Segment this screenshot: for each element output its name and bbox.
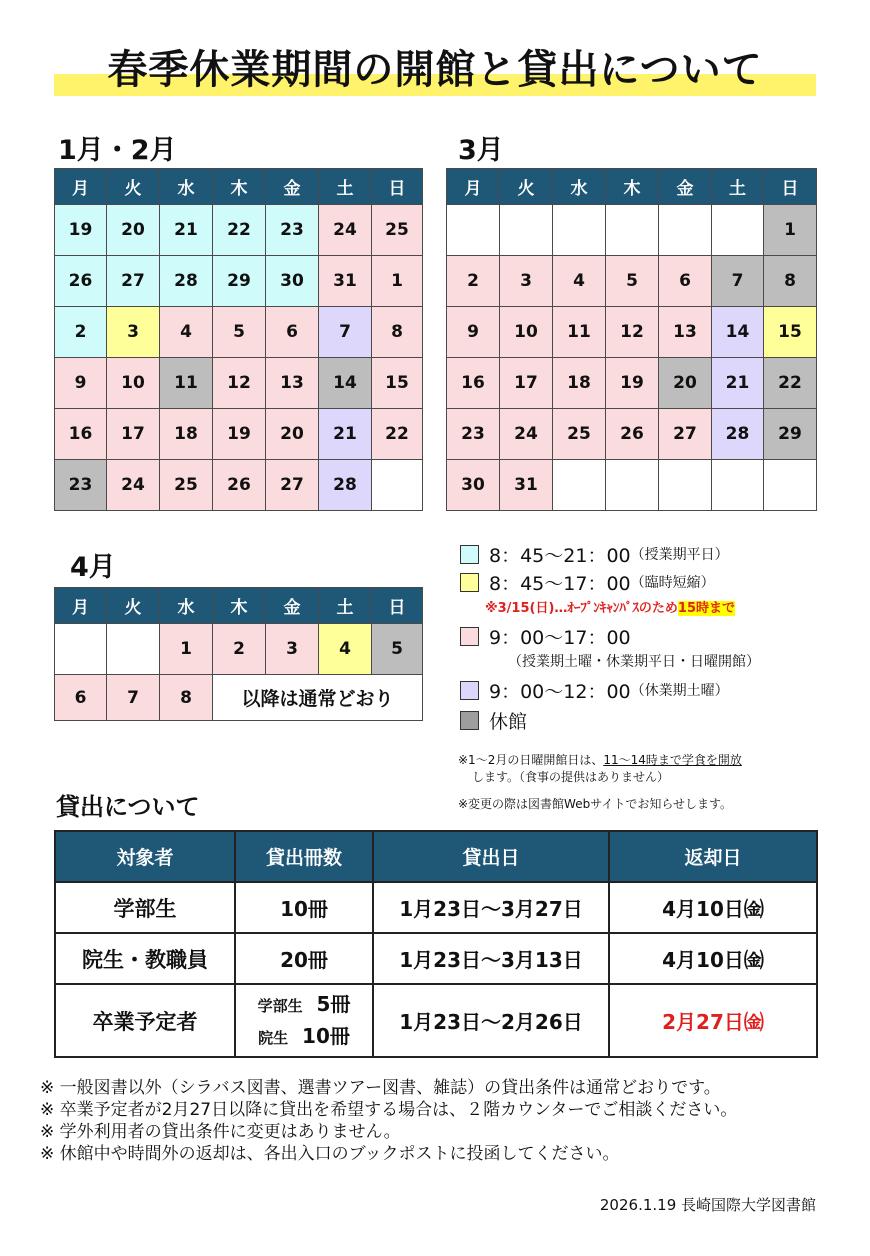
calendar-day: 30 [447, 460, 500, 511]
calendar-day: 17 [500, 358, 553, 409]
cell-period: 1月23日〜2月26日 [373, 984, 609, 1057]
table-row [55, 933, 817, 984]
weekday-header: 月 [55, 588, 107, 624]
notes [40, 1077, 737, 1165]
legend-special-note [485, 597, 860, 621]
calendar-day: 18 [553, 358, 606, 409]
weekday-header: 火 [107, 169, 160, 205]
table-row [55, 984, 817, 1057]
calendar-day: 22 [764, 358, 817, 409]
calendar-day: 12 [213, 358, 266, 409]
calendar-week-row [447, 409, 817, 460]
change-note: ※変更の際は図書館Webサイトでお知らせします。 [458, 797, 733, 811]
calendar-empty-cell [500, 205, 553, 256]
regular-hours-note: 以降は通常どおり [213, 675, 423, 721]
calendar-day: 13 [266, 358, 319, 409]
calendar-day: 18 [160, 409, 213, 460]
calendar-week-row [55, 675, 423, 721]
calendar-empty-cell [659, 205, 712, 256]
calendar-day: 26 [55, 256, 107, 307]
weekday-header: 土 [319, 588, 372, 624]
calendar-day: 3 [266, 624, 319, 675]
calendar-day: 31 [500, 460, 553, 511]
calendar-day: 5 [606, 256, 659, 307]
calendar-day: 27 [266, 460, 319, 511]
weekday-header: 日 [372, 169, 423, 205]
calendar-day: 8 [160, 675, 213, 721]
calendar-day: 3 [107, 307, 160, 358]
legend-row-blue [460, 541, 860, 567]
calendar-day: 1 [764, 205, 817, 256]
cell-return: 4月10日㈮ [609, 882, 817, 933]
weekday-header: 金 [266, 588, 319, 624]
header-count: 貸出冊数 [235, 831, 373, 882]
calendar-day: 22 [213, 205, 266, 256]
calendar-empty-cell [447, 205, 500, 256]
weekday-header: 水 [160, 169, 213, 205]
calendar-jan-feb [54, 168, 423, 511]
calendar-day: 12 [606, 307, 659, 358]
calendar-day: 20 [107, 205, 160, 256]
cell-count: 10冊 [235, 882, 373, 933]
calendar-week-row [447, 307, 817, 358]
calendar-label-april: 4月 [70, 552, 116, 583]
calendar-empty-cell [553, 460, 606, 511]
calendar-day: 21 [712, 358, 764, 409]
calendar-day: 6 [659, 256, 712, 307]
calendar-day: 16 [55, 409, 107, 460]
calendar-day: 25 [160, 460, 213, 511]
calendar-day: 14 [319, 358, 372, 409]
calendar-day: 17 [107, 409, 160, 460]
page-title: 春季休業期間の開館と貸出について [107, 47, 763, 93]
calendar-day: 5 [372, 624, 423, 675]
legend-row-purple [460, 675, 860, 705]
calendar-day: 10 [107, 358, 160, 409]
calendar-day: 2 [213, 624, 266, 675]
calendar-week-row [55, 205, 423, 256]
cell-count: 20冊 [235, 933, 373, 984]
count-undergrad: 5冊 [316, 991, 351, 1016]
weekday-header: 日 [764, 169, 817, 205]
legend-note: （臨時短縮） [630, 575, 715, 591]
legend-swatch-pink [460, 627, 479, 646]
calendar-day: 1 [372, 256, 423, 307]
calendar-empty-cell [606, 460, 659, 511]
legend-note: （休業期土曜） [630, 683, 729, 699]
legend-time: 8：45〜21：00 [489, 544, 631, 567]
cafeteria-note-a: ※1〜2月の日曜開館日は、 [458, 753, 604, 767]
calendar-day: 19 [606, 358, 659, 409]
note-item: ※ 学外利用者の貸出条件に変更はありません。 [40, 1122, 401, 1142]
calendar-empty-cell [712, 205, 764, 256]
calendar-day: 23 [55, 460, 107, 511]
calendar-day: 24 [319, 205, 372, 256]
calendar-day: 24 [500, 409, 553, 460]
count-label-undergrad: 学部生 [257, 996, 303, 1015]
footer-signature: 2026.1.19 長崎国際大学図書館 [599, 1196, 816, 1214]
calendar-day: 8 [764, 256, 817, 307]
cell-period: 1月23日〜3月27日 [373, 882, 609, 933]
cafeteria-note [458, 752, 742, 786]
calendar-day: 15 [764, 307, 817, 358]
calendar-day: 5 [213, 307, 266, 358]
weekday-header: 木 [606, 169, 659, 205]
calendar-day: 21 [160, 205, 213, 256]
calendar-week-row [55, 256, 423, 307]
calendar-empty-cell [606, 205, 659, 256]
legend-time: 9：00〜17：00 [489, 626, 631, 649]
loan-table-header [55, 831, 817, 882]
count-label-grad: 院生 [258, 1028, 289, 1047]
header-return: 返却日 [609, 831, 817, 882]
header-target: 対象者 [55, 831, 235, 882]
cell-count [235, 984, 373, 1057]
weekday-header: 水 [553, 169, 606, 205]
calendar-day: 19 [213, 409, 266, 460]
calendar-day: 9 [55, 358, 107, 409]
legend-closed-label: 休館 [489, 710, 528, 733]
calendar-day: 6 [55, 675, 107, 721]
calendar-march [446, 168, 817, 511]
calendar-day: 10 [500, 307, 553, 358]
calendar-day: 13 [659, 307, 712, 358]
calendar-empty-cell [659, 460, 712, 511]
count-grad: 10冊 [302, 1023, 350, 1048]
legend-row-yellow [460, 567, 860, 597]
legend-note: （授業期平日） [630, 547, 729, 563]
cell-target: 学部生 [55, 882, 235, 933]
calendar-empty-cell [107, 624, 160, 675]
calendar-day: 27 [107, 256, 160, 307]
legend-time: 9：00〜12：00 [489, 680, 631, 703]
calendar-day: 4 [553, 256, 606, 307]
weekday-header-row [55, 588, 423, 624]
legend-swatch-blue [460, 545, 479, 564]
calendar-day: 23 [447, 409, 500, 460]
weekday-header: 火 [107, 588, 160, 624]
calendar-day: 7 [107, 675, 160, 721]
weekday-header: 日 [372, 588, 423, 624]
calendar-day: 27 [659, 409, 712, 460]
calendar-week-row [55, 358, 423, 409]
cell-target: 卒業予定者 [55, 984, 235, 1057]
calendar-day: 14 [712, 307, 764, 358]
weekday-header: 木 [213, 588, 266, 624]
calendar-label-jan-feb: 1月・2月 [58, 135, 177, 166]
calendar-day: 31 [319, 256, 372, 307]
loan-table [54, 830, 818, 1058]
weekday-header-row [55, 169, 423, 205]
calendar-april [54, 587, 423, 721]
weekday-header: 木 [213, 169, 266, 205]
calendar-day: 2 [447, 256, 500, 307]
calendar-day: 20 [266, 409, 319, 460]
calendar-day: 19 [55, 205, 107, 256]
legend-row-gray [460, 705, 860, 735]
calendar-day: 7 [712, 256, 764, 307]
calendar-day: 15 [372, 358, 423, 409]
calendar-day: 7 [319, 307, 372, 358]
weekday-header: 水 [160, 588, 213, 624]
legend-swatch-purple [460, 681, 479, 700]
calendar-day: 6 [266, 307, 319, 358]
calendar-day: 11 [160, 358, 213, 409]
calendar-day: 3 [500, 256, 553, 307]
legend-note-pink: （授業期土曜・休業期平日・日曜開館） [508, 654, 760, 670]
calendar-empty-cell [553, 205, 606, 256]
legend-row-pink [460, 621, 860, 651]
calendar-day: 25 [553, 409, 606, 460]
weekday-header: 金 [266, 169, 319, 205]
calendar-week-row [55, 624, 423, 675]
calendar-day: 30 [266, 256, 319, 307]
calendar-day: 28 [319, 460, 372, 511]
calendar-day: 29 [213, 256, 266, 307]
calendar-day: 8 [372, 307, 423, 358]
table-row [55, 882, 817, 933]
calendar-week-row [55, 307, 423, 358]
calendar-empty-cell [712, 460, 764, 511]
calendar-day: 29 [764, 409, 817, 460]
calendar-week-row [55, 460, 423, 511]
calendar-label-march: 3月 [458, 135, 504, 166]
note-item: ※ 一般図書以外（シラバス図書、選書ツアー図書、雑誌）の貸出条件は通常どおりです。 [40, 1078, 721, 1098]
calendar-day: 26 [606, 409, 659, 460]
weekday-header: 月 [55, 169, 107, 205]
calendar-day: 1 [160, 624, 213, 675]
weekday-header: 土 [712, 169, 764, 205]
calendar-day: 28 [712, 409, 764, 460]
cell-period: 1月23日〜3月13日 [373, 933, 609, 984]
weekday-header: 土 [319, 169, 372, 205]
calendar-empty-cell [55, 624, 107, 675]
calendar-day: 4 [160, 307, 213, 358]
legend [460, 541, 860, 735]
calendar-day: 24 [107, 460, 160, 511]
weekday-header-row [447, 169, 817, 205]
calendar-day: 2 [55, 307, 107, 358]
open-campus-note: ※3/15(日)…ｵｰﾌﾟﾝｷｬﾝﾊﾟｽのため [485, 601, 678, 616]
calendar-day: 26 [213, 460, 266, 511]
calendar-week-row [447, 358, 817, 409]
calendar-day: 20 [659, 358, 712, 409]
calendar-day: 16 [447, 358, 500, 409]
calendar-empty-cell [764, 460, 817, 511]
weekday-header: 火 [500, 169, 553, 205]
cell-target: 院生・教職員 [55, 933, 235, 984]
calendar-day: 22 [372, 409, 423, 460]
cafeteria-note-c: します。（食事の提供はありません） [472, 770, 670, 784]
calendar-day: 9 [447, 307, 500, 358]
calendar-day: 4 [319, 624, 372, 675]
calendar-day: 21 [319, 409, 372, 460]
calendar-day: 11 [553, 307, 606, 358]
legend-time: 8：45〜17：00 [489, 572, 631, 595]
header-period: 貸出日 [373, 831, 609, 882]
calendar-day: 23 [266, 205, 319, 256]
legend-swatch-yellow [460, 573, 479, 592]
calendar-week-row [447, 460, 817, 511]
legend-swatch-gray [460, 711, 479, 730]
open-campus-hours: 15時まで [677, 601, 735, 616]
cell-return: 4月10日㈮ [609, 933, 817, 984]
calendar-empty-cell [372, 460, 423, 511]
weekday-header: 金 [659, 169, 712, 205]
calendar-week-row [55, 409, 423, 460]
calendar-week-row [447, 256, 817, 307]
calendar-day: 28 [160, 256, 213, 307]
note-item: ※ 卒業予定者が2月27日以降に貸出を希望する場合は、２階カウンターでご相談ください。 [40, 1100, 738, 1120]
cell-return: 2月27日㈮ [609, 984, 817, 1057]
weekday-header: 月 [447, 169, 500, 205]
calendar-day: 25 [372, 205, 423, 256]
loan-section-title: 貸出について [56, 793, 200, 821]
cafeteria-note-b: 11〜14時まで学食を開放 [603, 753, 742, 767]
calendar-week-row [447, 205, 817, 256]
note-item: ※ 休館中や時間外の返却は、各出入口のブックポストに投函してください。 [40, 1144, 620, 1164]
